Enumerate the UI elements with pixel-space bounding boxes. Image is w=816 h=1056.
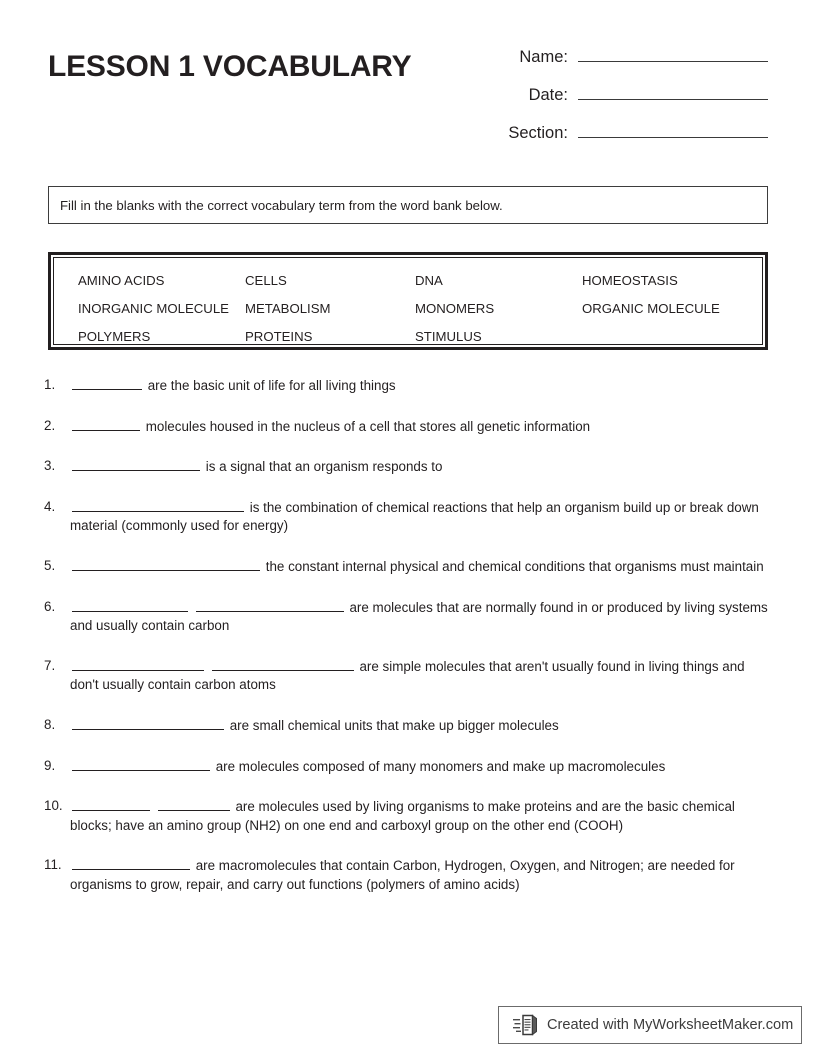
answer-blank[interactable] bbox=[212, 657, 354, 671]
question-text: are molecules used by living organisms to make proteins and are the basic chemical blocks; have an amino group (NH2) on one end and carboxyl group on the other end (COOH) bbox=[70, 799, 735, 833]
question-text: are molecules composed of many monomers and make up macromolecules bbox=[215, 758, 666, 774]
question-item bbox=[44, 498, 774, 536]
question-body bbox=[70, 856, 774, 894]
answer-blank[interactable] bbox=[72, 797, 150, 811]
word-bank-grid bbox=[78, 267, 758, 351]
answer-blank[interactable] bbox=[72, 376, 142, 390]
question-body bbox=[70, 657, 774, 695]
question-body bbox=[70, 457, 774, 477]
created-with-text: Created with MyWorksheetMaker.com bbox=[547, 1017, 794, 1033]
question-body bbox=[70, 716, 774, 736]
word-bank bbox=[48, 252, 768, 350]
answer-blank[interactable] bbox=[72, 417, 140, 431]
question-item bbox=[44, 457, 774, 477]
answer-blank[interactable] bbox=[72, 657, 204, 671]
question-number: 7. bbox=[44, 657, 56, 673]
question-item bbox=[44, 797, 774, 835]
question-item bbox=[44, 376, 774, 396]
question-body bbox=[70, 557, 774, 577]
question-item bbox=[44, 557, 774, 577]
answer-blank[interactable] bbox=[72, 856, 190, 870]
date-field-label: Date: bbox=[528, 86, 568, 104]
section-field-label: Section: bbox=[508, 124, 568, 142]
question-text: are macromolecules that contain Carbon, Hydrogen, Oxygen, and Nitrogen; are needed for organisms to grow, repair, and carry out functions (polymers of amino acids) bbox=[70, 858, 735, 892]
questions-list bbox=[44, 376, 774, 916]
date-field-input[interactable] bbox=[578, 82, 768, 100]
name-field-label: Name: bbox=[519, 48, 568, 66]
page-title: LESSON 1 VOCABULARY bbox=[48, 50, 412, 83]
question-text: are the basic unit of life for all living things bbox=[147, 378, 396, 393]
created-with-badge[interactable] bbox=[498, 1006, 802, 1044]
question-text: are simple molecules that aren't usually found in living things and don't usually contain carbon atoms bbox=[70, 658, 745, 693]
answer-blank[interactable] bbox=[196, 598, 344, 612]
question-text: is the combination of chemical reactions that help an organism build up or break down material (commonly used for energy) bbox=[70, 499, 759, 534]
date-field-row bbox=[478, 82, 768, 120]
name-field-row bbox=[478, 44, 768, 82]
flying-page-icon bbox=[513, 1014, 539, 1036]
question-number: 10. bbox=[44, 798, 63, 814]
question-number: 4. bbox=[44, 498, 56, 514]
question-number: 8. bbox=[44, 716, 56, 732]
question-body bbox=[70, 376, 774, 396]
answer-blank[interactable] bbox=[72, 457, 200, 471]
question-number: 11. bbox=[44, 857, 62, 873]
question-body bbox=[70, 498, 774, 536]
word-bank-term: HOMEOSTASIS bbox=[582, 273, 678, 288]
question-body bbox=[70, 417, 774, 437]
answer-blank[interactable] bbox=[72, 598, 188, 612]
word-bank-term: CELLS bbox=[245, 273, 287, 288]
word-bank-term: MONOMERS bbox=[415, 301, 495, 316]
question-number: 5. bbox=[44, 557, 56, 573]
question-body bbox=[70, 797, 774, 835]
word-bank-term: POLYMERS bbox=[78, 329, 151, 344]
answer-blank[interactable] bbox=[158, 797, 230, 811]
word-bank-term: PROTEINS bbox=[245, 329, 313, 344]
question-item bbox=[44, 598, 774, 636]
question-number: 2. bbox=[44, 417, 56, 433]
question-body bbox=[70, 757, 774, 777]
instruction-box bbox=[48, 186, 768, 224]
word-bank-term: METABOLISM bbox=[245, 301, 331, 316]
answer-blank[interactable] bbox=[72, 757, 210, 771]
question-number: 3. bbox=[44, 458, 56, 474]
word-bank-term: DNA bbox=[415, 273, 443, 288]
question-item bbox=[44, 757, 774, 777]
answer-blank[interactable] bbox=[72, 716, 224, 730]
student-info-fields bbox=[478, 44, 768, 158]
question-text: are small chemical units that make up bigger molecules bbox=[229, 717, 559, 733]
question-item bbox=[44, 856, 774, 894]
question-text: molecules housed in the nucleus of a cell that stores all genetic information bbox=[145, 418, 591, 434]
word-bank-inner-border bbox=[53, 257, 763, 345]
worksheet-header bbox=[48, 44, 768, 164]
question-item bbox=[44, 417, 774, 437]
question-number: 6. bbox=[44, 598, 56, 614]
word-bank-term: AMINO ACIDS bbox=[78, 273, 165, 288]
section-field-row bbox=[478, 120, 768, 158]
word-bank-term: STIMULUS bbox=[415, 329, 482, 344]
question-item bbox=[44, 657, 774, 695]
section-field-input[interactable] bbox=[578, 120, 768, 138]
instruction-text: Fill in the blanks with the correct vocabulary term from the word bank below. bbox=[60, 197, 503, 213]
word-bank-term: INORGANIC MOLECULE bbox=[78, 301, 229, 316]
question-text: the constant internal physical and chemical conditions that organisms must maintain bbox=[265, 558, 764, 574]
word-bank-term-empty bbox=[582, 323, 758, 351]
question-number: 1. bbox=[44, 377, 56, 392]
question-text: are molecules that are normally found in or produced by living systems and usually contain carbon bbox=[70, 599, 768, 634]
question-text: is a signal that an organism responds to bbox=[205, 459, 443, 475]
question-body bbox=[70, 598, 774, 636]
question-item bbox=[44, 716, 774, 736]
word-bank-term: ORGANIC MOLECULE bbox=[582, 301, 720, 316]
question-number: 9. bbox=[44, 757, 56, 773]
answer-blank[interactable] bbox=[72, 557, 260, 571]
name-field-input[interactable] bbox=[578, 44, 768, 62]
answer-blank[interactable] bbox=[72, 498, 244, 512]
